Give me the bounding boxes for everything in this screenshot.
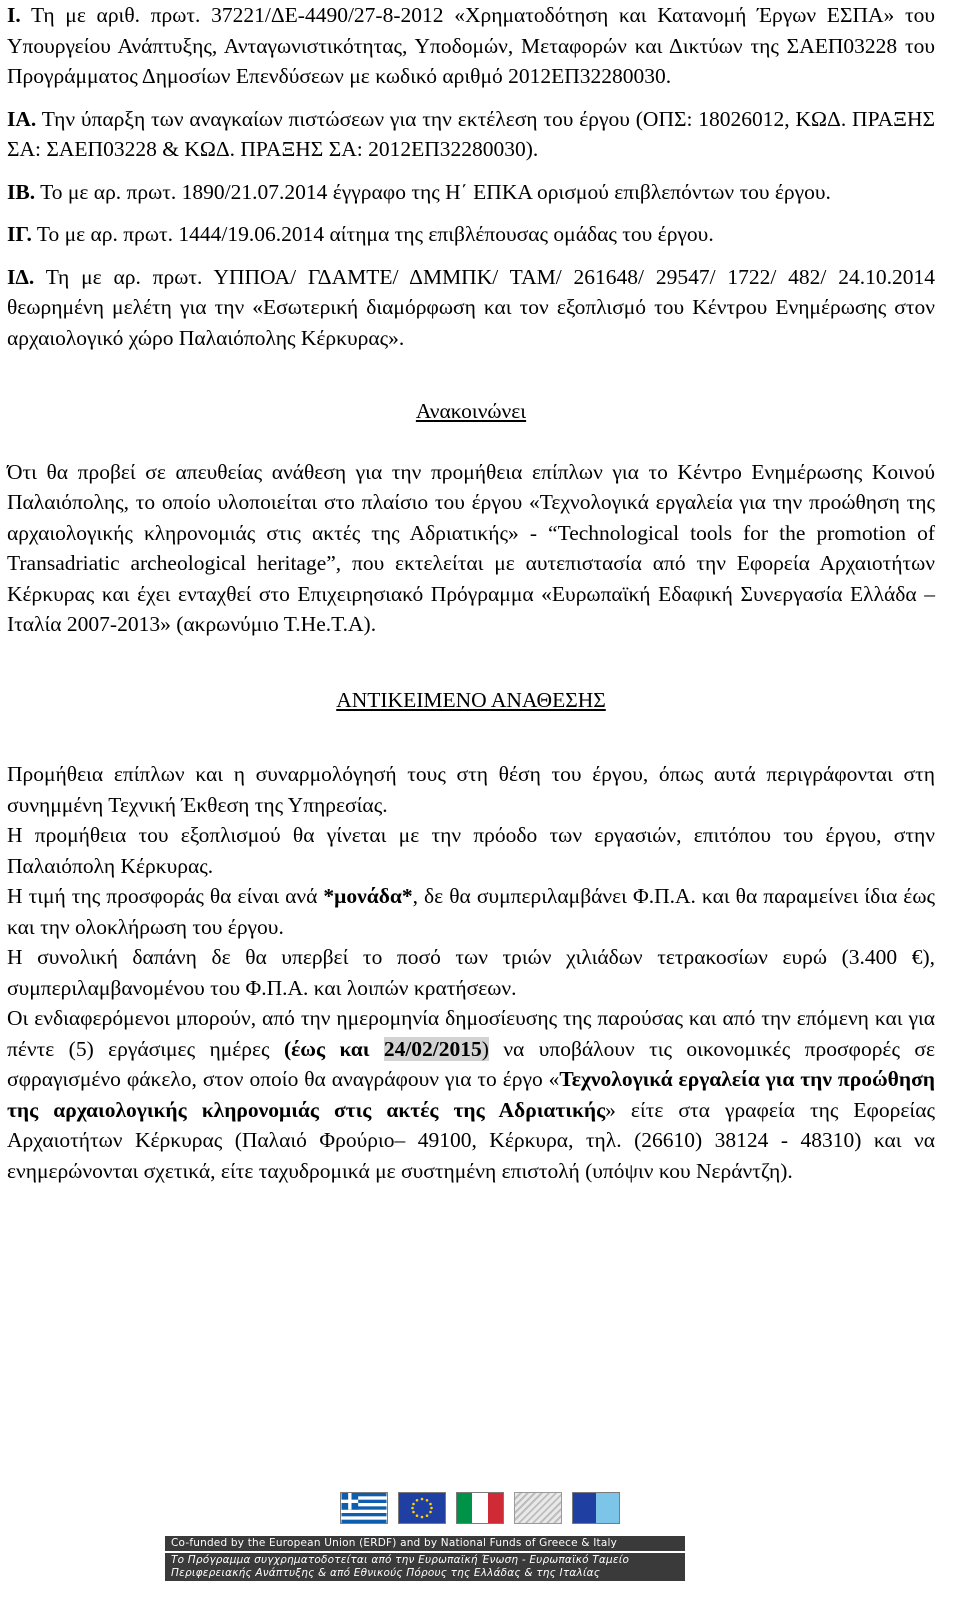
submission-text-end: » είτε στα γραφεία της Εφορείας Αρχαιοτήτων Κέρκυρας (Παλαιό Φρούριο– 49100, Κέρκυρα, τηλ. (26610) 38124 - 48310) και να ενημερώνονται σχετικά, είτε ταχυδρομικά με συστημένη επιστολή (υπόψιν κου Νεράντζη). xyxy=(7,1097,935,1183)
project-logo-icon xyxy=(572,1492,620,1524)
ref-ib xyxy=(7,177,935,208)
eu-flag-icon xyxy=(398,1492,446,1524)
ref-ig-text: Το με αρ. πρωτ. 1444/19.06.2014 αίτημα της επιβλέπουσας ομάδας του έργου. xyxy=(36,222,714,246)
logo-strip xyxy=(340,1492,620,1524)
ref-ig-label: ΙΓ. xyxy=(7,222,32,246)
subject-paragraph-5 xyxy=(7,1003,935,1186)
ref-i-label: Ι. xyxy=(7,3,21,27)
subject-paragraph-3 xyxy=(7,881,935,942)
announcement-heading: Ανακοινώνει xyxy=(415,399,527,423)
ref-ig xyxy=(7,219,935,250)
ref-id-label: ΙΔ. xyxy=(7,264,35,289)
submission-text-middle: να υποβάλουν τις οικονομικές προσφορές σε σφραγισμένο φάκελο, στον οποίο θα αναγράφουν για το έργο « xyxy=(7,1036,935,1091)
deadline-suffix: ) xyxy=(481,1036,489,1061)
submission-text-start: Οι ενδιαφερόμενοι μπορούν, από την ημερομηνία δημοσίευσης της παρούσας και από την επόμενη και για πέντε (5) εργάσιμες ημέρες xyxy=(7,1006,935,1061)
ref-ib-label: ΙΒ. xyxy=(7,179,36,204)
ref-ia-label: ΙΑ. xyxy=(7,106,37,131)
programme-logo-icon xyxy=(514,1492,562,1524)
cofunding-line-en: Co-funded by the European Union (ERDF) and by National Funds of Greece & Italy xyxy=(165,1536,685,1551)
subject-paragraph-4: Η συνολική δαπάνη δε θα υπερβεί το ποσό των τριών χιλιάδων τετρακοσίων ευρώ (3.400 €), συμπεριλαμβανομένου του Φ.Π.Α. και λοιπών κρατήσεων. xyxy=(7,945,935,1000)
price-text-end: , δε θα συμπεριλαμβάνει Φ.Π.Α. και θα παραμείνει ίδια έως και την ολοκλήρωση του έργου. xyxy=(7,884,935,939)
deadline-prefix: (έως και xyxy=(283,1036,384,1061)
price-text-start: Η τιμή της προσφοράς θα είναι ανά xyxy=(7,884,324,908)
cofunding-text xyxy=(165,1536,685,1581)
announcement-text: Ότι θα προβεί σε απευθείας ανάθεση για την προμήθεια επίπλων για το Κέντρο Ενημέρωσης Κοινού Παλαιόπολης, το οποίο υλοποιείται στο πλαίσιο του έργου «Τεχνολογικά εργαλεία για την προώθηση της αρχαιολογικής κληρονομιάς στις ακτές της Αδριατικής» - “Technological tools for the promotion of Transadriatic archeological heritage”, που εκτελείται με αυτεπιστασία από την Εφορεία Αρχαιοτήτων Κέρκυρας και έχει ενταχθεί στο Επιχειρησιακό Πρόγραμμα «Ευρωπαϊκή Εδαφική Συνεργασία Ελλάδα – Ιταλία 2007-2013» (ακρωνύμιο Τ.Ηe.Τ.Α). xyxy=(7,459,935,636)
ref-id xyxy=(7,262,935,354)
project-title-emphasis: Τεχνολογικά εργαλεία για την προώθηση της αρχαιολογικής κληρονομιάς στις ακτές της Αδριατικής xyxy=(7,1067,935,1122)
price-unit-emphasis: *μονάδα* xyxy=(323,884,413,908)
ref-ia xyxy=(7,104,935,165)
ref-i-text: Τη με αριθ. πρωτ. 37221/ΔΕ-4490/27-8-2012 «Χρηματοδότηση και Κατανομή Έργων ΕΣΠΑ» του Υπουργείου Ανάπτυξης, Ανταγωνιστικότητας, Υποδομών, Μεταφορών και Δικτύων της ΣΑΕΠ03228 του Προγράμματος Δημοσίων Επενδύσεων με κωδικό αριθμό 2012ΕΠ32280030. xyxy=(7,3,935,88)
subject-paragraph-1: Προμήθεια επίπλων και η συναρμολόγησή τους στη θέση του έργου, όπως αυτά περιγράφονται στη συνημμένη Τεχνική Έκθεση της Υπηρεσίας. xyxy=(7,762,935,817)
subject-heading: ΑΝΤΙΚΕΙΜΕΝΟ ΑΝΑΘΕΣΗΣ xyxy=(336,687,606,712)
ref-ia-text: Την ύπαρξη των αναγκαίων πιστώσεων για την εκτέλεση του έργου (ΟΠΣ: 18026012, ΚΩΔ. ΠΡΑΞΗΣ ΣΑ: ΣΑΕΠ03228 & ΚΩΔ. ΠΡΑΞΗΣ ΣΑ: 2012ΕΠ32280030). xyxy=(7,106,935,161)
greece-flag-icon xyxy=(340,1492,388,1524)
italy-flag-icon xyxy=(456,1492,504,1524)
ref-id-text: Τη με αρ. πρωτ. ΥΠΠΟΑ/ ΓΔΑΜΤΕ/ ΔΜΜΠΚ/ ΤΑΜ/ 261648/ 29547/ 1722/ 482/ 24.10.2014 θεωρημένη μελέτη για την «Εσωτερική διαμόρφωση και τον εξοπλισμό του Κέντρου Ενημέρωσης στον αρχαιολογικό χώρο Παλαιόπολης Κέρκυρας». xyxy=(7,264,935,350)
document-page xyxy=(7,0,935,1186)
cofunding-line-gr: Το Πρόγραμμα συγχρηματοδοτείται από την Ευρωπαϊκή Ένωση - Ευρωπαϊκό Ταμείο Περιφερειακής Ανάπτυξης & από Εθνικούς Πόρους της Ελλάδας & της Ιταλίας xyxy=(165,1553,685,1581)
ref-ib-text: Το με αρ. πρωτ. 1890/21.07.2014 έγγραφο της Η΄ ΕΠΚΑ ορισμού επιβλεπόντων του έργου. xyxy=(40,179,831,204)
deadline-date: 24/02/2015 xyxy=(383,1036,482,1061)
ref-i xyxy=(7,0,935,92)
subject-paragraph-2: Η προμήθεια του εξοπλισμού θα γίνεται με την πρόοδο των εργασιών, επιτόπου του έργου, στην Παλαιόπολη Κέρκυρας. xyxy=(7,823,935,878)
cofunding-footer xyxy=(0,1480,960,1604)
